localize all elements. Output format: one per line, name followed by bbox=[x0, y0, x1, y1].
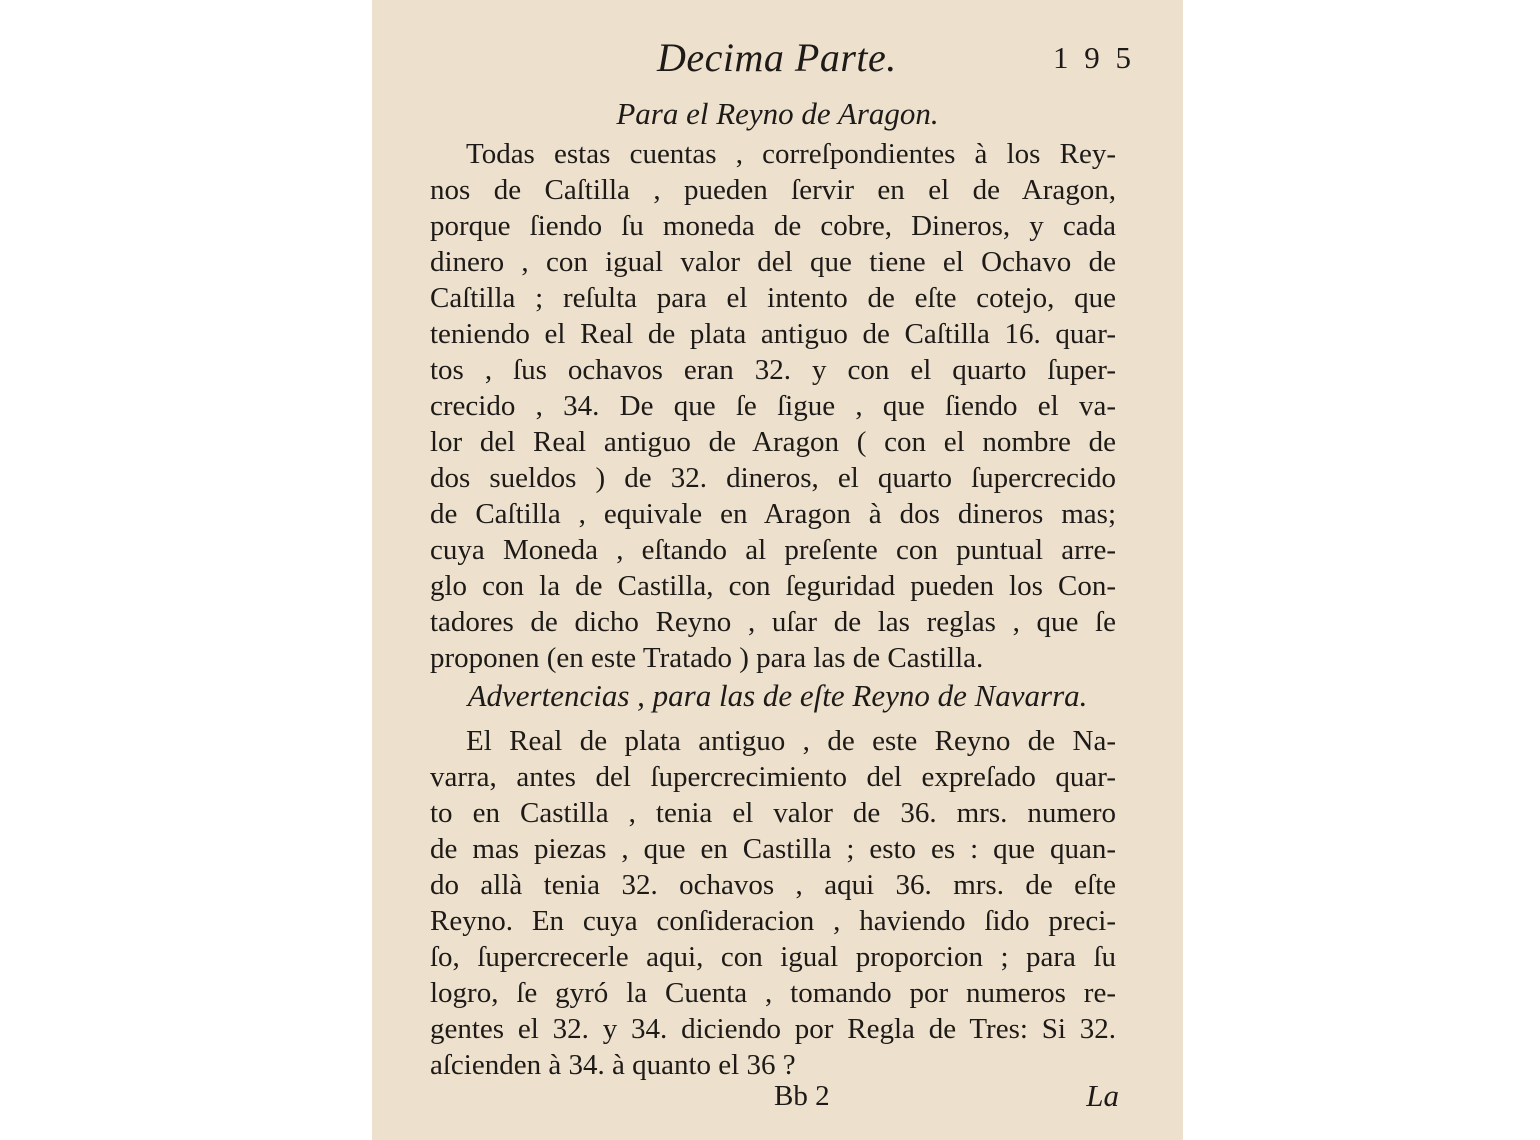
text-line: El Real de plata antiguo , de este Reyno de Na- bbox=[466, 725, 1116, 757]
text-line: do allà tenia 32. ochavos , aqui 36. mrs. de eſte bbox=[430, 869, 1116, 901]
text-line: proponen (en este Tratado ) para las de Castilla. bbox=[430, 642, 984, 674]
text-line: porque ſiendo ſu moneda de cobre, Dineros, y cada bbox=[430, 210, 1116, 242]
paragraph-navarra bbox=[430, 723, 1116, 1083]
text-line: crecido , 34. De que ſe ſigue , que ſiendo el va- bbox=[430, 390, 1116, 422]
text-line: teniendo el Real de plata antiguo de Caſtilla 16. quar- bbox=[430, 318, 1116, 350]
text-line: gentes el 32. y 34. diciendo por Regla de Tres: Si 32. bbox=[430, 1013, 1116, 1045]
text-line: lor del Real antiguo de Aragon ( con el nombre de bbox=[430, 426, 1116, 458]
paragraph-aragon bbox=[430, 136, 1116, 676]
text-line: aſcienden à 34. à quanto el 36 ? bbox=[430, 1049, 796, 1081]
text-line: de mas piezas , que en Castilla ; esto es : que quan- bbox=[430, 833, 1116, 865]
text-line: varra, antes del ſupercrecimiento del expreſado quar- bbox=[430, 761, 1116, 793]
text-line: Todas estas cuentas , correſpondientes à los Rey- bbox=[466, 138, 1116, 170]
signature-mark: Bb 2 bbox=[774, 1080, 830, 1112]
book-page bbox=[372, 0, 1183, 1140]
text-line: tadores de dicho Reyno , uſar de las reglas , que ſe bbox=[430, 606, 1116, 638]
page-header bbox=[372, 34, 1183, 88]
text-line: nos de Caſtilla , pueden ſervir en el de Aragon, bbox=[430, 174, 1116, 206]
page-footer bbox=[372, 1080, 1183, 1120]
text-line: cuya Moneda , eſtando al preſente con puntual arre- bbox=[430, 534, 1116, 566]
text-line: Caſtilla ; reſulta para el intento de eſte cotejo, que bbox=[430, 282, 1116, 314]
text-line: de Caſtilla , equivale en Aragon à dos dineros mas; bbox=[430, 498, 1116, 530]
section-heading-aragon: Para el Reyno de Aragon. bbox=[616, 96, 939, 131]
text-line: Reyno. En cuya conſideracion , haviendo ſido preci- bbox=[430, 905, 1116, 937]
text-line: to en Castilla , tenia el valor de 36. mrs. numero bbox=[430, 797, 1116, 829]
text-line: ſo, ſupercrecerle aqui, con igual proporcion ; para ſu bbox=[430, 941, 1116, 973]
text-line: tos , ſus ochavos eran 32. y con el quarto ſuper- bbox=[430, 354, 1116, 386]
text-line: dos sueldos ) de 32. dineros, el quarto ſupercrecido bbox=[430, 462, 1116, 494]
page-number: 1 9 5 bbox=[1053, 40, 1135, 75]
section-heading-navarra: Advertencias , para las de eſte Reyno de Navarra. bbox=[467, 678, 1088, 713]
running-title: Decima Parte. bbox=[657, 35, 897, 80]
text-line: dinero , con igual valor del que tiene el Ochavo de bbox=[430, 246, 1116, 278]
text-line: logro, ſe gyró la Cuenta , tomando por numeros re- bbox=[430, 977, 1116, 1009]
catchword: La bbox=[1086, 1078, 1119, 1113]
text-line: glo con la de Castilla, con ſeguridad pueden los Con- bbox=[430, 570, 1116, 602]
